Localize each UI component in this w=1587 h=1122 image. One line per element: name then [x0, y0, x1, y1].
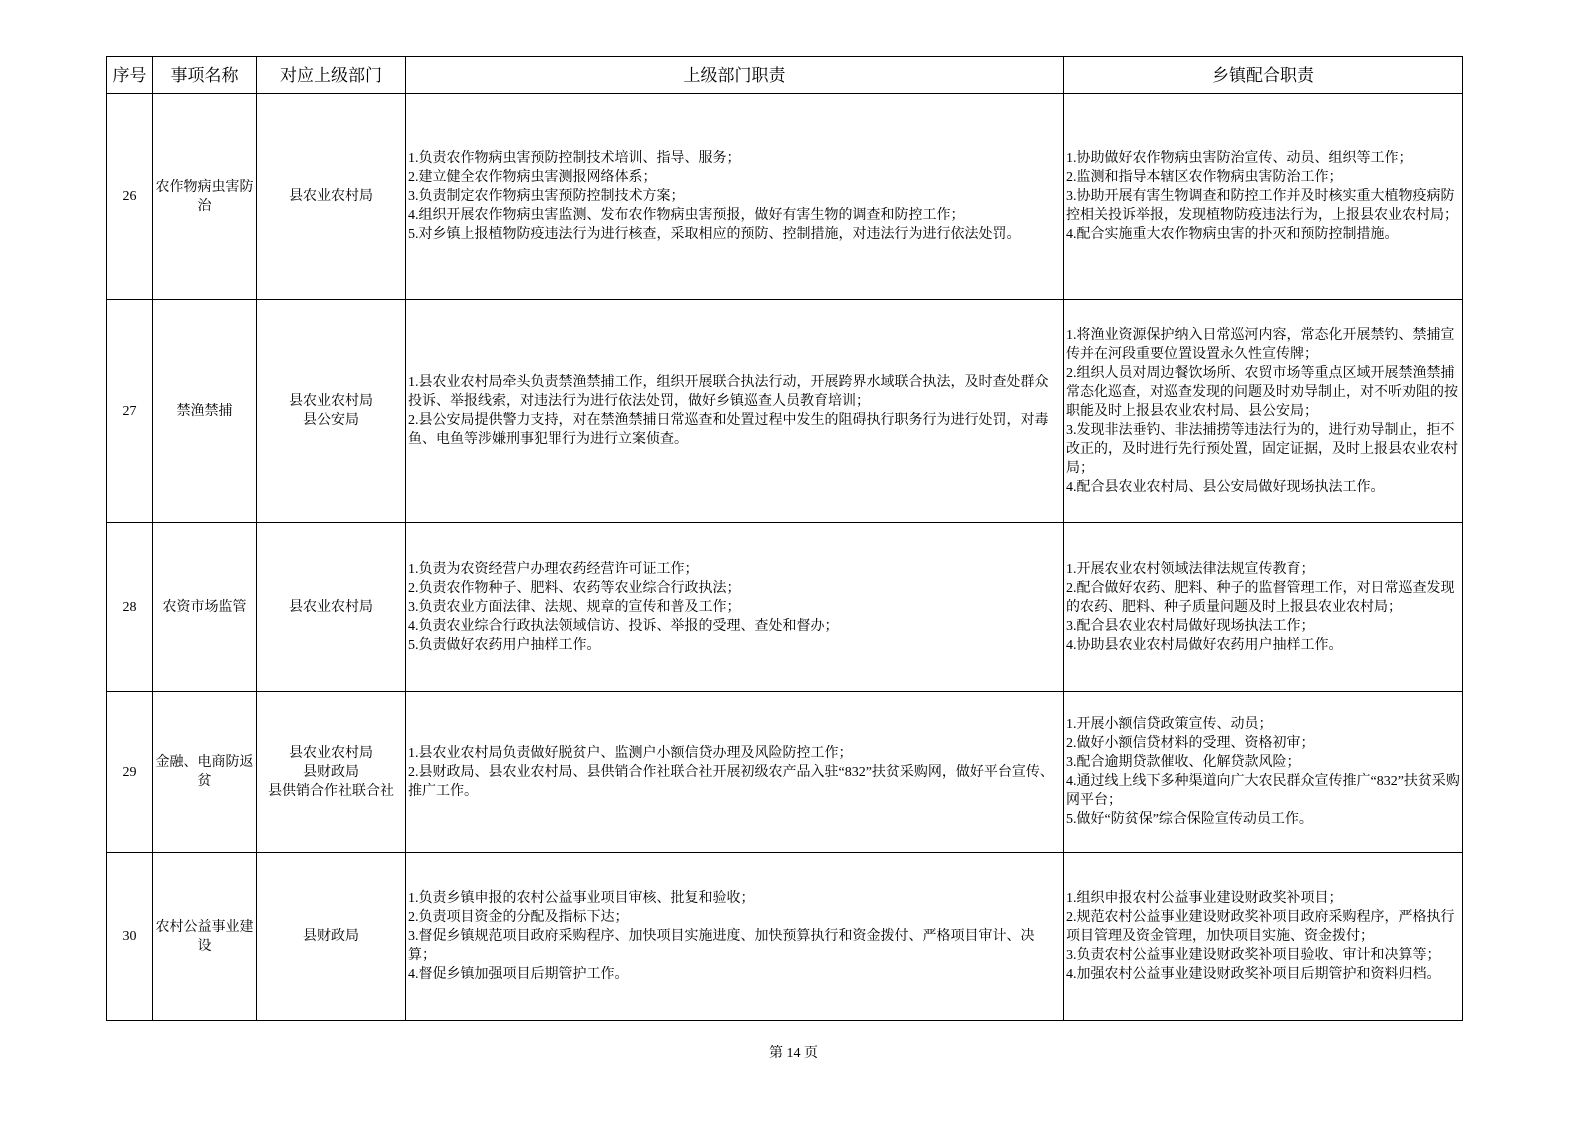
- town-duty-line: 4.配合实施重大农作物病虫害的扑灭和预防控制措施。: [1066, 227, 1399, 242]
- row-number: 28: [107, 523, 153, 692]
- upper-duty-line: 2.负责农作物种子、肥料、农药等农业综合行政执法；: [408, 580, 741, 596]
- department: [257, 692, 406, 853]
- upper-duty-line: 3.督促乡镇规范项目政府采购程序、加快项目实施进度、加快预算执行和资金拨付、严格项目审计、决算；: [408, 929, 1035, 963]
- department-line: 县农业农村局: [289, 189, 373, 204]
- town-duty-line: 2.规范农村公益事业建设财政奖补项目政府采购程序，严格执行项目管理及资金管理，加快项目实施、资金拨付；: [1066, 910, 1455, 944]
- town-duty-line: 5.做好“防贫保”综合保险宣传动员工作。: [1066, 812, 1313, 827]
- town-duty-line: 2.配合做好农药、肥料、种子的监督管理工作，对日常巡查发现的农药、肥料、种子质量问题及时上报县农业农村局；: [1066, 580, 1455, 615]
- town-duty-line: 3.发现非法垂钓、非法捕捞等违法行为的，进行劝导制止，拒不改正的，及时进行先行预处置，固定证据，及时上报县农业农村局；: [1066, 422, 1458, 476]
- upper-duty-line: 3.负责农业方面法律、法规、规章的宣传和普及工作；: [408, 599, 741, 615]
- town-duty-line: 4.加强农村公益事业建设财政奖补项目后期管护和资料归档。: [1066, 967, 1441, 982]
- town-duty: [1064, 300, 1463, 523]
- town-duty-line: 3.协助开展有害生物调查和防控工作并及时核实重大植物疫病防控相关投诉举报，发现植物防疫违法行为，上报县农业农村局；: [1066, 189, 1458, 223]
- responsibility-table: [106, 56, 1463, 1021]
- department-line: 县农业农村局: [289, 599, 373, 615]
- department: [257, 300, 406, 523]
- row-number: 29: [107, 692, 153, 853]
- upper-duty-line: 5.对乡镇上报植物防疫违法行为进行核查，采取相应的预防、控制措施，对违法行为进行依法处罚。: [408, 227, 1021, 242]
- upper-duty-line: 5.负责做好农药用户抽样工作。: [408, 637, 601, 653]
- town-duty-line: 4.通过线上线下多种渠道向广大农民群众宣传推广“832”扶贫采购网平台；: [1066, 774, 1460, 808]
- town-duty-line: 1.组织申报农村公益事业建设财政奖补项目；: [1066, 891, 1343, 906]
- upper-duty: [406, 523, 1064, 692]
- town-duty-line: 1.开展农业农村领域法律法规宣传教育；: [1066, 561, 1315, 577]
- header-upper-duty: 上级部门职责: [406, 57, 1064, 94]
- upper-duty: [406, 853, 1064, 1021]
- department-line: 县财政局: [303, 929, 359, 944]
- upper-duty-line: 3.负责制定农作物病虫害预防控制技术方案；: [408, 189, 685, 204]
- upper-duty-line: 2.负责项目资金的分配及指标下达；: [408, 910, 629, 925]
- header-town-duty: 乡镇配合职责: [1064, 57, 1463, 94]
- header-row: [107, 57, 1463, 94]
- row-number: 26: [107, 94, 153, 300]
- header-no: 序号: [107, 57, 153, 94]
- town-duty-line: 1.开展小额信贷政策宣传、动员；: [1066, 717, 1273, 732]
- upper-duty-line: 4.负责农业综合行政执法领域信访、投诉、举报的受理、查处和督办；: [408, 618, 839, 634]
- table-row: [107, 853, 1463, 1021]
- upper-duty: [406, 692, 1064, 853]
- row-number: 30: [107, 853, 153, 1021]
- upper-duty-line: 1.县农业农村局牵头负责禁渔禁捕工作，组织开展联合执法行动，开展跨界水域联合执法，及时查处群众投诉、举报线索，对违法行为进行依法处罚，做好乡镇巡查人员教育培训；: [408, 375, 1049, 409]
- department-line: 县农业农村局: [289, 745, 373, 761]
- town-duty-line: 4.配合县农业农村局、县公安局做好现场执法工作。: [1066, 479, 1385, 495]
- town-duty-line: 3.负责农村公益事业建设财政奖补项目验收、审计和决算等；: [1066, 948, 1441, 963]
- upper-duty-line: 4.督促乡镇加强项目后期管护工作。: [408, 967, 629, 982]
- town-duty: [1064, 94, 1463, 300]
- upper-duty: [406, 300, 1064, 523]
- town-duty: [1064, 853, 1463, 1021]
- row-number: 27: [107, 300, 153, 523]
- town-duty-line: 1.协助做好农作物病虫害防治宣传、动员、组织等工作；: [1066, 151, 1413, 166]
- page-number: 第 14 页: [769, 1046, 818, 1061]
- item-name: 农村公益事业建设: [153, 853, 257, 1021]
- town-duty: [1064, 692, 1463, 853]
- item-name: 农作物病虫害防治: [153, 94, 257, 300]
- town-duty-line: 4.协助县农业农村局做好农药用户抽样工作。: [1066, 637, 1343, 653]
- town-duty-line: 2.做好小额信贷材料的受理、资格初审；: [1066, 736, 1315, 751]
- upper-duty-line: 1.负责乡镇申报的农村公益事业项目审核、批复和验收；: [408, 891, 755, 906]
- department-line: 县财政局: [303, 764, 359, 780]
- item-name: 农资市场监管: [153, 523, 257, 692]
- upper-duty-line: 1.负责为农资经营户办理农药经营许可证工作；: [408, 561, 699, 577]
- upper-duty-line: 2.建立健全农作物病虫害测报网络体系；: [408, 170, 657, 185]
- upper-duty: [406, 94, 1064, 300]
- department: [257, 523, 406, 692]
- table-row: [107, 94, 1463, 300]
- upper-duty-line: 1.负责农作物病虫害预防控制技术培训、指导、服务；: [408, 151, 741, 166]
- item-name: 禁渔禁捕: [153, 300, 257, 523]
- upper-duty-line: 2.县公安局提供警力支持，对在禁渔禁捕日常巡查和处置过程中发生的阻碍执行职务行为进行处罚，对毒鱼、电鱼等涉嫌刑事犯罪行为进行立案侦查。: [408, 413, 1049, 447]
- table-row: [107, 300, 1463, 523]
- town-duty-line: 1.将渔业资源保护纳入日常巡河内容，常态化开展禁钓、禁捕宣传并在河段重要位置设置永久性宣传牌；: [1066, 327, 1455, 362]
- header-name: 事项名称: [153, 57, 257, 94]
- town-duty: [1064, 523, 1463, 692]
- department: [257, 853, 406, 1021]
- department-line: 县农业农村局: [289, 394, 373, 409]
- town-duty-line: 3.配合逾期贷款催收、化解贷款风险；: [1066, 755, 1301, 770]
- town-duty-line: 2.监测和指导本辖区农作物病虫害防治工作；: [1066, 170, 1343, 185]
- town-duty-line: 2.组织人员对周边餐饮场所、农贸市场等重点区域开展禁渔禁捕常态化巡查，对巡查发现的问题及时劝导制止，对不听劝阻的按职能及时上报县农业农村局、县公安局；: [1066, 365, 1458, 419]
- table-row: [107, 692, 1463, 853]
- upper-duty-line: 2.县财政局、县农业农村局、县供销合作社联合社开展初级农产品入驻“832”扶贫采购网，做好平台宣传、推广工作。: [408, 764, 1054, 799]
- department-line: 县供销合作社联合社: [268, 783, 394, 799]
- upper-duty-line: 1.县农业农村局负责做好脱贫户、监测户小额信贷办理及风险防控工作；: [408, 745, 853, 761]
- item-name: 金融、电商防返贫: [153, 692, 257, 853]
- header-dept: 对应上级部门: [257, 57, 406, 94]
- department-line: 县公安局: [303, 413, 359, 428]
- town-duty-line: 3.配合县农业农村局做好现场执法工作；: [1066, 618, 1315, 634]
- upper-duty-line: 4.组织开展农作物病虫害监测、发布农作物病虫害预报，做好有害生物的调查和防控工作；: [408, 208, 965, 223]
- department: [257, 94, 406, 300]
- table-row: [107, 523, 1463, 692]
